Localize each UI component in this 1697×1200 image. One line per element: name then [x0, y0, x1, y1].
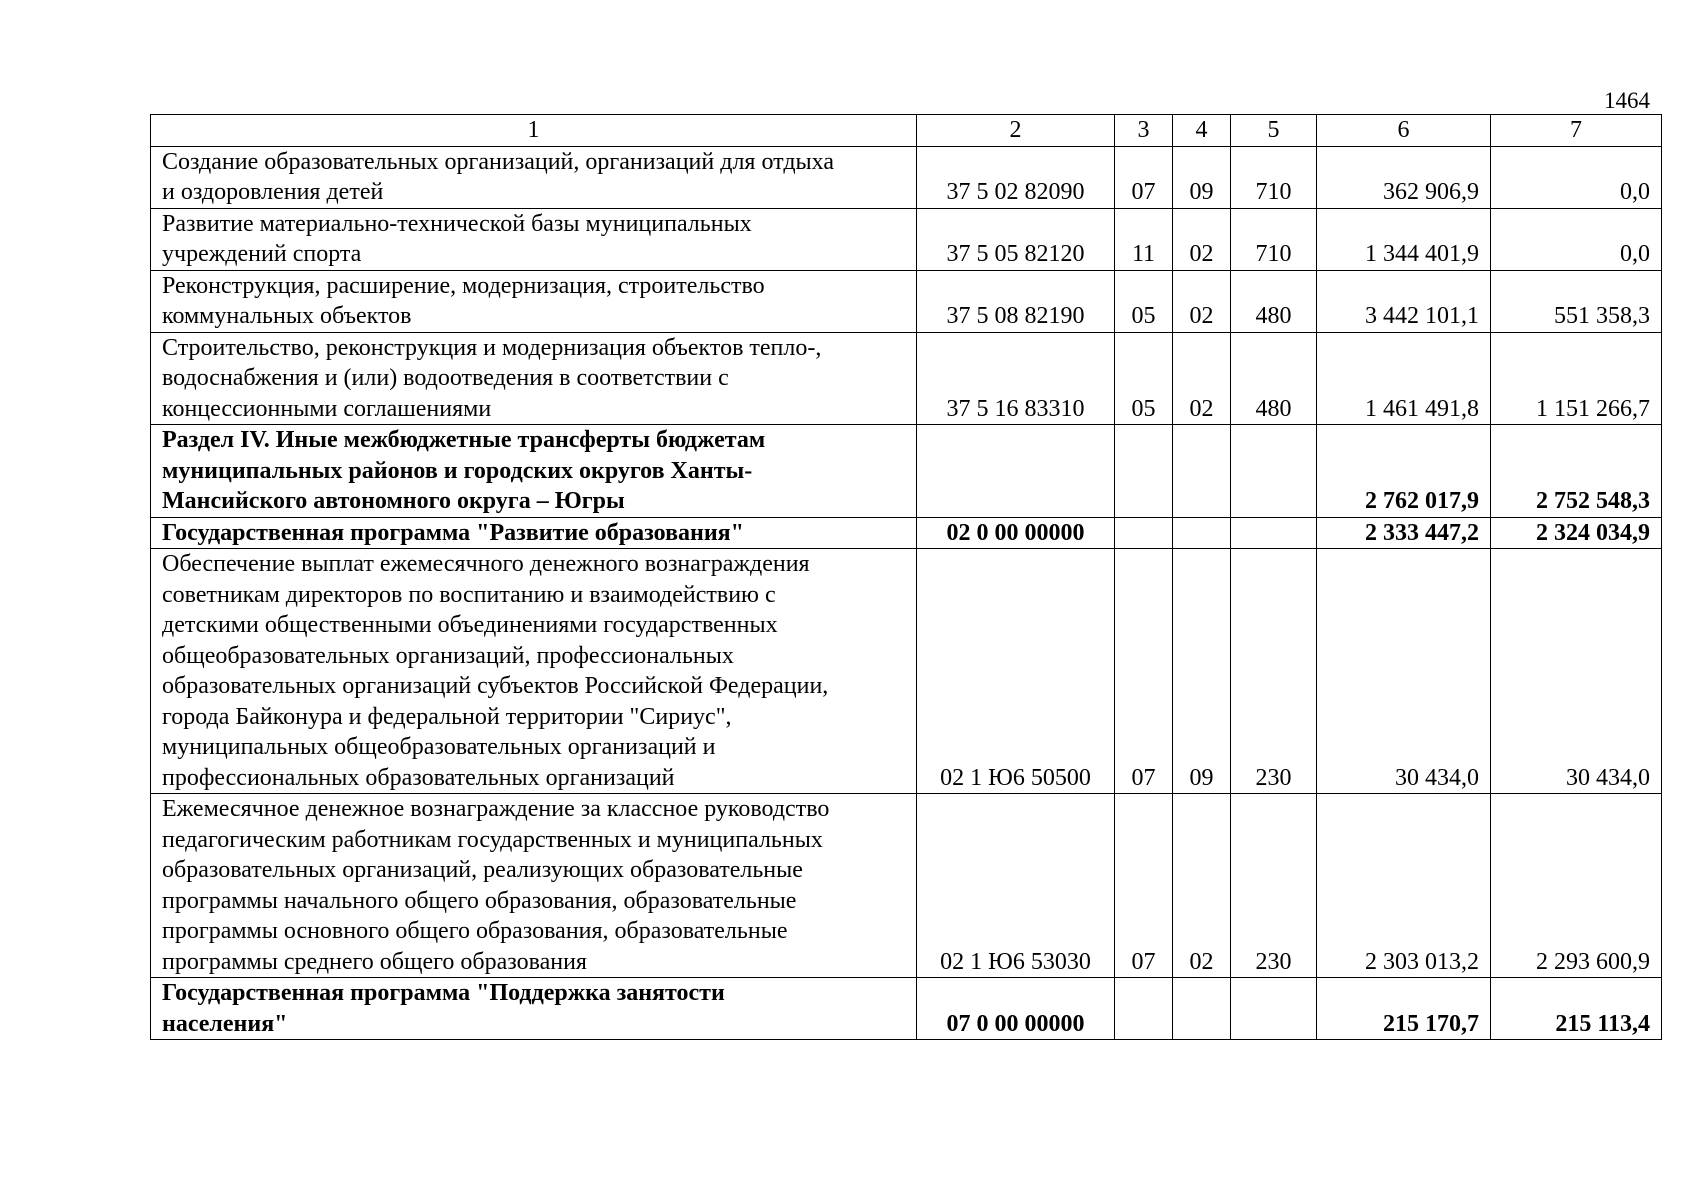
- table-row: [151, 332, 1662, 425]
- header-cell-4: 4: [1173, 115, 1231, 147]
- row-name-line: Мансийского автономного округа – Югры: [162, 488, 625, 514]
- row-name-line: коммунальных объектов: [162, 303, 412, 329]
- row-section-cell: 07: [1115, 794, 1173, 978]
- row-subsection-cell: 02: [1173, 794, 1231, 978]
- row-name-line: Раздел IV. Иные межбюджетные трансферты бюджетам: [162, 427, 766, 453]
- row-name-line: Ежемесячное денежное вознаграждение за классное руководство: [162, 796, 830, 822]
- row-name-cell: [151, 208, 917, 270]
- row-code-cell: 37 5 02 82090: [917, 146, 1115, 208]
- row-name-cell: [151, 425, 917, 518]
- row-name-line: советникам директоров по воспитанию и взаимодействию с: [162, 581, 776, 608]
- row-value-col6-cell: 1 344 401,9: [1317, 208, 1491, 270]
- row-value-col6-cell: 362 906,9: [1317, 146, 1491, 208]
- row-section-cell: 07: [1115, 146, 1173, 208]
- row-name-cell: [151, 146, 917, 208]
- row-name-line: водоснабжения и (или) водоотведения в соответствии с: [162, 365, 729, 391]
- page-number: 1464: [1604, 88, 1650, 113]
- header-cell-6: 6: [1317, 115, 1491, 147]
- row-expense-type-cell: 480: [1231, 270, 1317, 332]
- table-row: [151, 794, 1662, 978]
- row-name-cell: [151, 549, 917, 794]
- row-expense-type-cell: 710: [1231, 146, 1317, 208]
- row-name-line: общеобразовательных организаций, профессиональных: [162, 642, 734, 669]
- row-name-line: Развитие материально-технической базы муниципальных: [162, 210, 752, 237]
- header-cell-2: 2: [917, 115, 1115, 147]
- row-name-line: города Байконура и федеральной территории "Сириус",: [162, 703, 732, 730]
- row-expense-type-cell: [1231, 425, 1317, 518]
- row-value-col7-cell: 2 324 034,9: [1491, 517, 1662, 549]
- row-subsection-cell: [1173, 425, 1231, 518]
- row-expense-type-cell: [1231, 517, 1317, 549]
- row-name-line: Государственная программа "Развитие образования": [162, 519, 744, 546]
- row-code-cell: 37 5 08 82190: [917, 270, 1115, 332]
- row-subsection-cell: 02: [1173, 208, 1231, 270]
- row-name-cell: [151, 270, 917, 332]
- row-name-line: населения": [162, 1010, 288, 1037]
- row-section-cell: [1115, 978, 1173, 1040]
- row-name-line: программы основного общего образования, образовательные: [162, 918, 788, 944]
- row-code-cell: 37 5 16 83310: [917, 332, 1115, 425]
- row-value-col7-cell: 0,0: [1491, 146, 1662, 208]
- row-expense-type-cell: [1231, 978, 1317, 1040]
- row-name-line: профессиональных образовательных организаций: [162, 764, 675, 791]
- row-name-line: Создание образовательных организаций, организаций для отдыха: [162, 148, 834, 175]
- row-code-cell: [917, 425, 1115, 518]
- row-name-line: учреждений спорта: [162, 241, 362, 267]
- row-name-line: Обеспечение выплат ежемесячного денежного вознаграждения: [162, 551, 810, 577]
- row-name-line: образовательных организаций, реализующих образовательные: [162, 857, 803, 883]
- table-row: [151, 517, 1662, 549]
- row-section-cell: 05: [1115, 332, 1173, 425]
- header-cell-7: 7: [1491, 115, 1662, 147]
- header-cell-5: 5: [1231, 115, 1317, 147]
- row-name-line: Реконструкция, расширение, модернизация, строительство: [162, 272, 765, 299]
- row-value-col6-cell: 2 333 447,2: [1317, 517, 1491, 549]
- row-expense-type-cell: 230: [1231, 549, 1317, 794]
- row-subsection-cell: 09: [1173, 549, 1231, 794]
- row-subsection-cell: [1173, 978, 1231, 1040]
- row-value-col7-cell: 2 293 600,9: [1491, 794, 1662, 978]
- row-name-cell: [151, 332, 917, 425]
- row-subsection-cell: 02: [1173, 270, 1231, 332]
- row-name-cell: [151, 794, 917, 978]
- table-row: [151, 146, 1662, 208]
- row-expense-type-cell: 230: [1231, 794, 1317, 978]
- row-subsection-cell: 02: [1173, 332, 1231, 425]
- row-section-cell: 05: [1115, 270, 1173, 332]
- row-value-col6-cell: 2 762 017,9: [1317, 425, 1491, 518]
- table-row: [151, 978, 1662, 1040]
- row-value-col7-cell: 0,0: [1491, 208, 1662, 270]
- row-name-cell: [151, 517, 917, 549]
- row-code-cell: 02 1 Ю6 53030: [917, 794, 1115, 978]
- row-value-col7-cell: 215 113,4: [1491, 978, 1662, 1040]
- budget-table: [150, 114, 1662, 1040]
- row-name-cell: [151, 978, 917, 1040]
- header-cell-3: 3: [1115, 115, 1173, 147]
- row-value-col6-cell: 3 442 101,1: [1317, 270, 1491, 332]
- row-code-cell: 02 1 Ю6 50500: [917, 549, 1115, 794]
- table-row: [151, 425, 1662, 518]
- table-row: [151, 270, 1662, 332]
- header-cell-1: 1: [151, 115, 917, 147]
- table-row: [151, 549, 1662, 794]
- row-name-line: программы начального общего образования, образовательные: [162, 887, 797, 914]
- row-code-cell: 07 0 00 00000: [917, 978, 1115, 1040]
- row-value-col7-cell: 1 151 266,7: [1491, 332, 1662, 425]
- row-name-line: муниципальных районов и городских округов Ханты-: [162, 457, 753, 484]
- row-section-cell: 11: [1115, 208, 1173, 270]
- row-value-col7-cell: 30 434,0: [1491, 549, 1662, 794]
- row-value-col6-cell: 215 170,7: [1317, 978, 1491, 1040]
- row-name-line: педагогическим работникам государственных и муниципальных: [162, 826, 823, 853]
- row-code-cell: 02 0 00 00000: [917, 517, 1115, 549]
- row-expense-type-cell: 710: [1231, 208, 1317, 270]
- row-name-line: Строительство, реконструкция и модернизация объектов тепло-,: [162, 334, 822, 361]
- row-name-line: программы среднего общего образования: [162, 948, 587, 975]
- row-name-line: образовательных организаций субъектов Российской Федерации,: [162, 673, 829, 699]
- row-section-cell: [1115, 425, 1173, 518]
- row-value-col7-cell: 2 752 548,3: [1491, 425, 1662, 518]
- row-value-col6-cell: 2 303 013,2: [1317, 794, 1491, 978]
- row-subsection-cell: [1173, 517, 1231, 549]
- row-name-line: концессионными соглашениями: [162, 395, 492, 422]
- row-name-line: Государственная программа "Поддержка занятости: [162, 980, 725, 1006]
- row-code-cell: 37 5 05 82120: [917, 208, 1115, 270]
- table-row: [151, 208, 1662, 270]
- row-value-col7-cell: 551 358,3: [1491, 270, 1662, 332]
- row-subsection-cell: 09: [1173, 146, 1231, 208]
- row-expense-type-cell: 480: [1231, 332, 1317, 425]
- row-name-line: муниципальных общеобразовательных организаций и: [162, 734, 716, 760]
- row-name-line: и оздоровления детей: [162, 179, 384, 205]
- row-value-col6-cell: 30 434,0: [1317, 549, 1491, 794]
- header-row: [151, 115, 1662, 147]
- row-section-cell: [1115, 517, 1173, 549]
- row-value-col6-cell: 1 461 491,8: [1317, 332, 1491, 425]
- row-name-line: детскими общественными объединениями государственных: [162, 612, 778, 638]
- row-section-cell: 07: [1115, 549, 1173, 794]
